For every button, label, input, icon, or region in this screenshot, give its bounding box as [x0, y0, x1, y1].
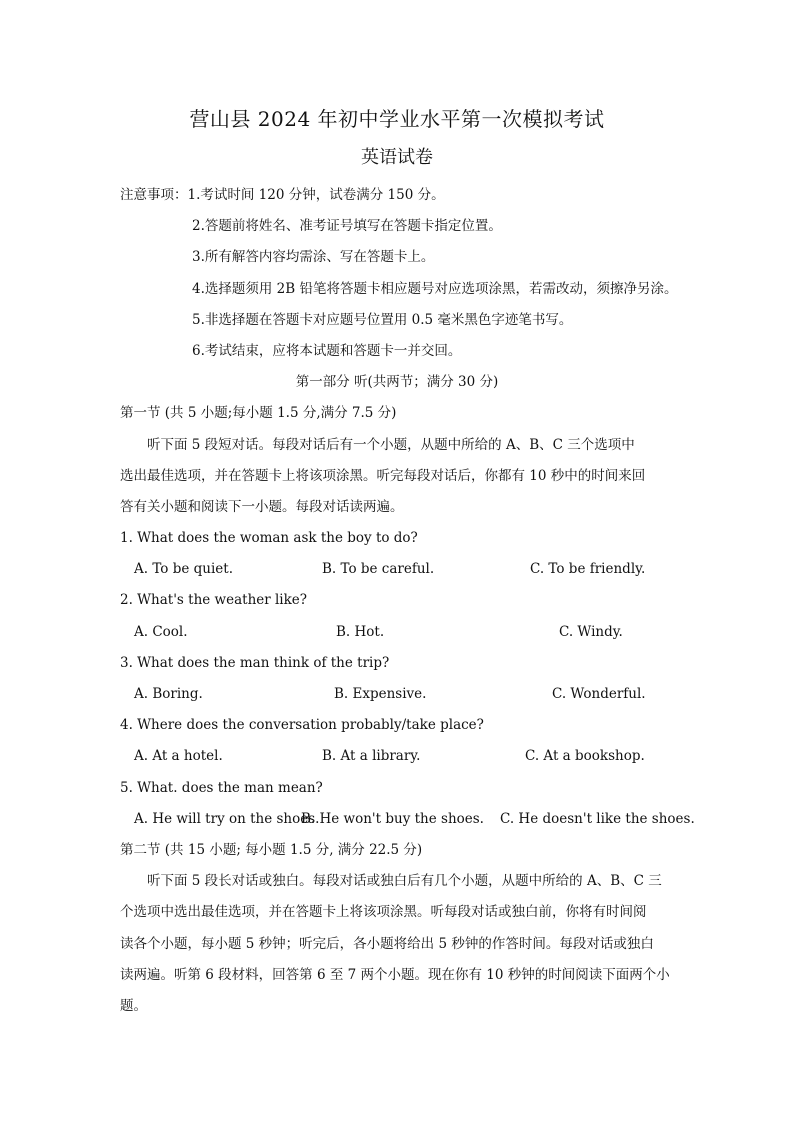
- question-stem: 1. What does the woman ask the boy to do?: [120, 530, 418, 546]
- notes-item: 3.所有解答内容均需涂、写在答题卡上。: [192, 249, 435, 265]
- option-c: C. He doesn't like the shoes.: [500, 811, 695, 827]
- section-two-instruction: 个选项中选出最佳选项，并在答题卡上将该项涂黑。听每段对话或独白前，你将有时间阅: [120, 904, 647, 920]
- section-two-instruction: 听下面 5 段长对话或独白。每段对话或独白后有几个小题，从题中所给的 A、B、C 三: [147, 873, 662, 889]
- notes-block: [120, 186, 445, 204]
- option-c: C. To be friendly.: [530, 561, 646, 577]
- section-one-instruction: 选出最佳选项，并在答题卡上将该项涂黑。听完每段对话后，你都有 10 秒中的时间来回: [120, 468, 646, 484]
- option-c: C. At a bookshop.: [525, 748, 645, 764]
- option-c: C. Wonderful.: [552, 686, 646, 702]
- notes-item: 5.非选择题在答题卡对应题号位置用 0.5 毫米黑色字迹笔书写。: [192, 312, 573, 328]
- option-b: B. He won't buy the shoes.: [301, 811, 484, 827]
- option-a: A. To be quiet.: [134, 561, 233, 577]
- option-a: A. He will try on the shoes.: [134, 811, 320, 827]
- option-b: B. At a library.: [322, 748, 421, 764]
- question-stem: 2. What's the weather like?: [120, 592, 308, 608]
- question-stem: 3. What does the man think of the trip?: [120, 655, 390, 671]
- section-one-instruction: 听下面 5 段短对话。每段对话后有一个小题，从题中所给的 A、B、C 三个选项中: [147, 437, 635, 453]
- option-b: B. To be careful.: [322, 561, 435, 577]
- part-one-heading: 第一部分 听(共两节；满分 30 分): [295, 374, 499, 390]
- exam-subtitle: 英语试卷: [361, 147, 433, 168]
- section-two-instruction: 读两遍。听第 6 段材料，回答第 6 至 7 两个小题。现在你有 10 秒钟的时间阅读下面两个小: [120, 967, 670, 983]
- section-two-instruction: 读各个小题，每小题 5 秒钟；听完后，各小题将给出 5 秒钟的作答时间。每段对话或独白: [120, 936, 654, 952]
- notes-item: 2.答题前将姓名、准考证号填写在答题卡指定位置。: [192, 218, 502, 234]
- section-one-heading: 第一节 (共 5 小题;每小题 1.5 分,满分 7.5 分): [120, 405, 397, 421]
- notes-item: 4.选择题须用 2B 铅笔将答题卡相应题号对应选项涂黑，若需改动，须擦净另涂。: [192, 281, 678, 297]
- option-a: A. Boring.: [134, 686, 203, 702]
- section-one-instruction: 答有关小题和阅读下一小题。每段对话读两遍。: [120, 499, 404, 515]
- notes-item: 6.考试结束，应将本试题和答题卡一并交回。: [192, 343, 462, 359]
- question-stem: 4. Where does the conversation probably/take place?: [120, 717, 484, 733]
- option-a: A. Cool.: [134, 624, 188, 640]
- option-b: B. Expensive.: [334, 686, 427, 702]
- option-c: C. Windy.: [559, 624, 623, 640]
- question-stem: 5. What. does the man mean?: [120, 780, 323, 796]
- option-a: A. At a hotel.: [134, 748, 223, 764]
- exam-title: 营山县 2024 年初中学业水平第一次模拟考试: [189, 107, 605, 131]
- section-two-heading: 第二节 (共 15 小题; 每小题 1.5 分, 满分 22.5 分): [120, 842, 423, 858]
- section-two-instruction: 题。: [120, 998, 147, 1014]
- notes-label: 注意事项：: [120, 187, 188, 203]
- notes-item: 1.考试时间 120 分钟，试卷满分 150 分。: [187, 187, 445, 203]
- option-b: B. Hot.: [336, 624, 385, 640]
